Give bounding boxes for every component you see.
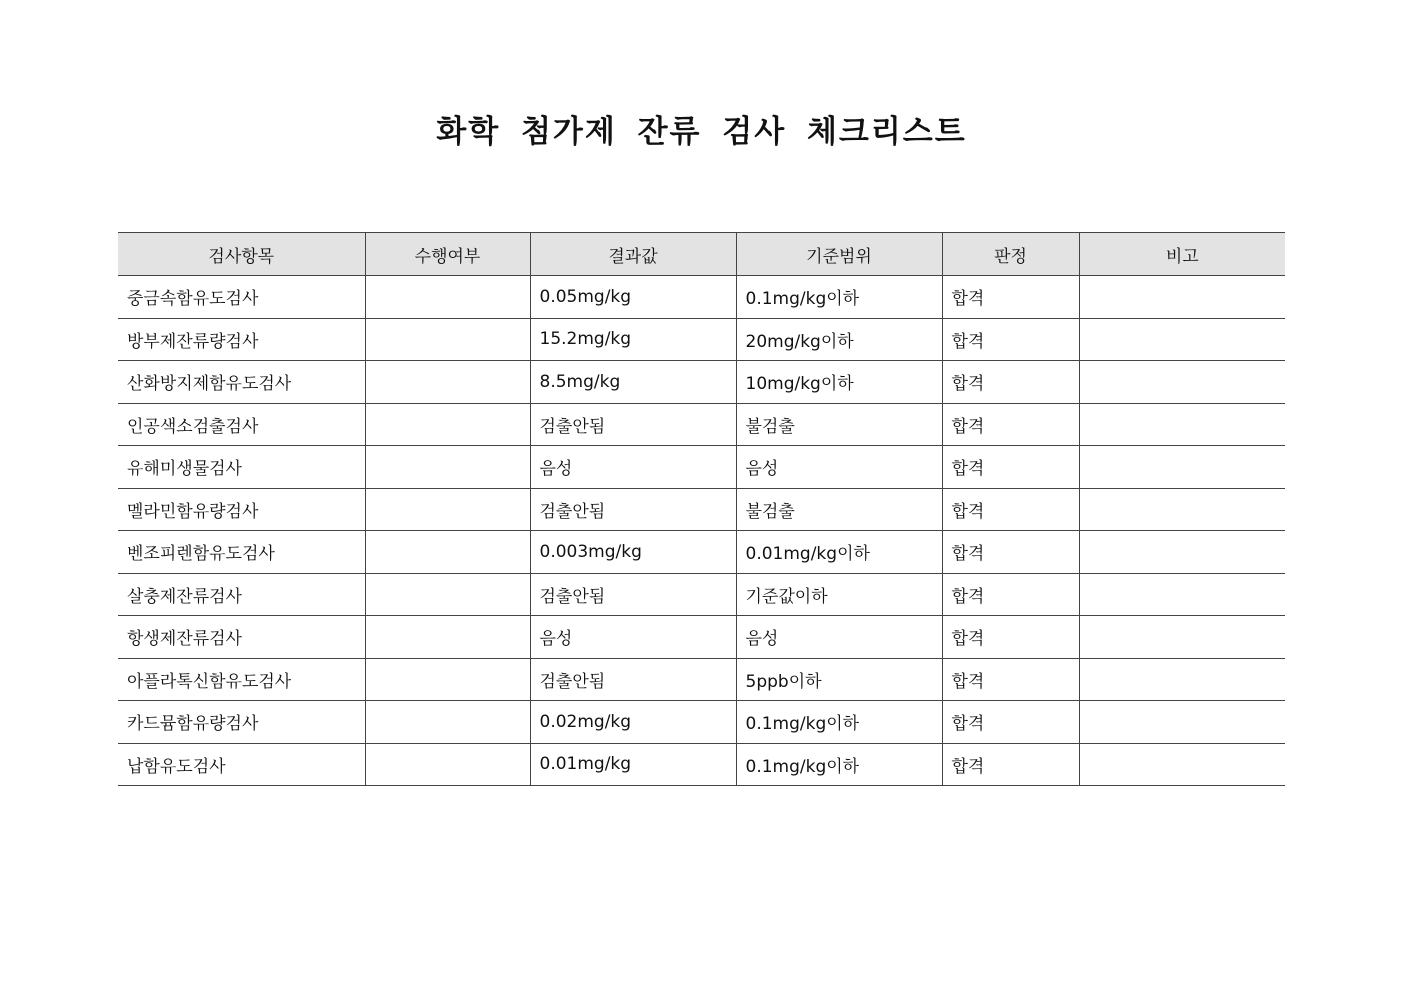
cell-standard: 0.1mg/kg이하 <box>736 701 942 744</box>
cell-result: 0.01mg/kg <box>530 743 736 786</box>
cell-note[interactable] <box>1079 658 1285 701</box>
cell-performed[interactable] <box>365 446 530 489</box>
cell-result: 15.2mg/kg <box>530 318 736 361</box>
cell-standard: 0.1mg/kg이하 <box>736 743 942 786</box>
table-row <box>118 318 1285 361</box>
cell-item: 아플라톡신함유도검사 <box>118 658 365 701</box>
cell-result: 0.02mg/kg <box>530 701 736 744</box>
header-note: 비고 <box>1079 233 1285 276</box>
cell-judgment: 합격 <box>942 573 1079 616</box>
checklist-table <box>118 232 1285 786</box>
cell-standard: 음성 <box>736 446 942 489</box>
cell-standard: 불검출 <box>736 488 942 531</box>
cell-performed[interactable] <box>365 573 530 616</box>
cell-judgment: 합격 <box>942 488 1079 531</box>
cell-result: 검출안됨 <box>530 488 736 531</box>
cell-performed[interactable] <box>365 318 530 361</box>
cell-note[interactable] <box>1079 318 1285 361</box>
cell-result: 0.05mg/kg <box>530 276 736 319</box>
header-performed: 수행여부 <box>365 233 530 276</box>
cell-note[interactable] <box>1079 361 1285 404</box>
table-row <box>118 701 1285 744</box>
cell-performed[interactable] <box>365 743 530 786</box>
cell-performed[interactable] <box>365 658 530 701</box>
cell-item: 산화방지제함유도검사 <box>118 361 365 404</box>
cell-judgment: 합격 <box>942 403 1079 446</box>
table-header-row <box>118 233 1285 276</box>
cell-item: 납함유도검사 <box>118 743 365 786</box>
cell-note[interactable] <box>1079 701 1285 744</box>
cell-judgment: 합격 <box>942 658 1079 701</box>
cell-result: 음성 <box>530 446 736 489</box>
cell-item: 중금속함유도검사 <box>118 276 365 319</box>
cell-judgment: 합격 <box>942 743 1079 786</box>
cell-item: 멜라민함유량검사 <box>118 488 365 531</box>
cell-performed[interactable] <box>365 531 530 574</box>
cell-standard: 20mg/kg이하 <box>736 318 942 361</box>
table-row <box>118 276 1285 319</box>
header-standard: 기준범위 <box>736 233 942 276</box>
cell-judgment: 합격 <box>942 616 1079 659</box>
cell-judgment: 합격 <box>942 318 1079 361</box>
table-row <box>118 658 1285 701</box>
cell-performed[interactable] <box>365 701 530 744</box>
header-item: 검사항목 <box>118 233 365 276</box>
cell-result: 검출안됨 <box>530 403 736 446</box>
cell-item: 벤조피렌함유도검사 <box>118 531 365 574</box>
cell-note[interactable] <box>1079 403 1285 446</box>
cell-note[interactable] <box>1079 488 1285 531</box>
cell-note[interactable] <box>1079 276 1285 319</box>
table-row <box>118 531 1285 574</box>
cell-result: 8.5mg/kg <box>530 361 736 404</box>
table-row <box>118 573 1285 616</box>
cell-standard: 10mg/kg이하 <box>736 361 942 404</box>
cell-standard: 불검출 <box>736 403 942 446</box>
document-title: 화학 첨가제 잔류 검사 체크리스트 <box>436 114 967 150</box>
cell-judgment: 합격 <box>942 361 1079 404</box>
cell-standard: 5ppb이하 <box>736 658 942 701</box>
cell-standard: 0.1mg/kg이하 <box>736 276 942 319</box>
cell-judgment: 합격 <box>942 276 1079 319</box>
cell-result: 검출안됨 <box>530 573 736 616</box>
cell-judgment: 합격 <box>942 446 1079 489</box>
cell-judgment: 합격 <box>942 701 1079 744</box>
cell-note[interactable] <box>1079 531 1285 574</box>
header-judgment: 판정 <box>942 233 1079 276</box>
cell-performed[interactable] <box>365 276 530 319</box>
cell-result: 음성 <box>530 616 736 659</box>
cell-performed[interactable] <box>365 616 530 659</box>
cell-standard: 0.01mg/kg이하 <box>736 531 942 574</box>
cell-judgment: 합격 <box>942 531 1079 574</box>
cell-performed[interactable] <box>365 488 530 531</box>
table-row <box>118 616 1285 659</box>
cell-note[interactable] <box>1079 743 1285 786</box>
cell-standard: 기준값이하 <box>736 573 942 616</box>
cell-standard: 음성 <box>736 616 942 659</box>
cell-performed[interactable] <box>365 403 530 446</box>
cell-item: 항생제잔류검사 <box>118 616 365 659</box>
cell-note[interactable] <box>1079 446 1285 489</box>
table-row <box>118 361 1285 404</box>
table-row <box>118 403 1285 446</box>
table-row <box>118 446 1285 489</box>
cell-note[interactable] <box>1079 616 1285 659</box>
cell-performed[interactable] <box>365 361 530 404</box>
cell-item: 인공색소검출검사 <box>118 403 365 446</box>
table-row <box>118 743 1285 786</box>
cell-result: 0.003mg/kg <box>530 531 736 574</box>
cell-item: 카드뮴함유량검사 <box>118 701 365 744</box>
table-row <box>118 488 1285 531</box>
cell-note[interactable] <box>1079 573 1285 616</box>
cell-item: 살충제잔류검사 <box>118 573 365 616</box>
cell-item: 방부제잔류량검사 <box>118 318 365 361</box>
cell-item: 유해미생물검사 <box>118 446 365 489</box>
cell-result: 검출안됨 <box>530 658 736 701</box>
header-result: 결과값 <box>530 233 736 276</box>
